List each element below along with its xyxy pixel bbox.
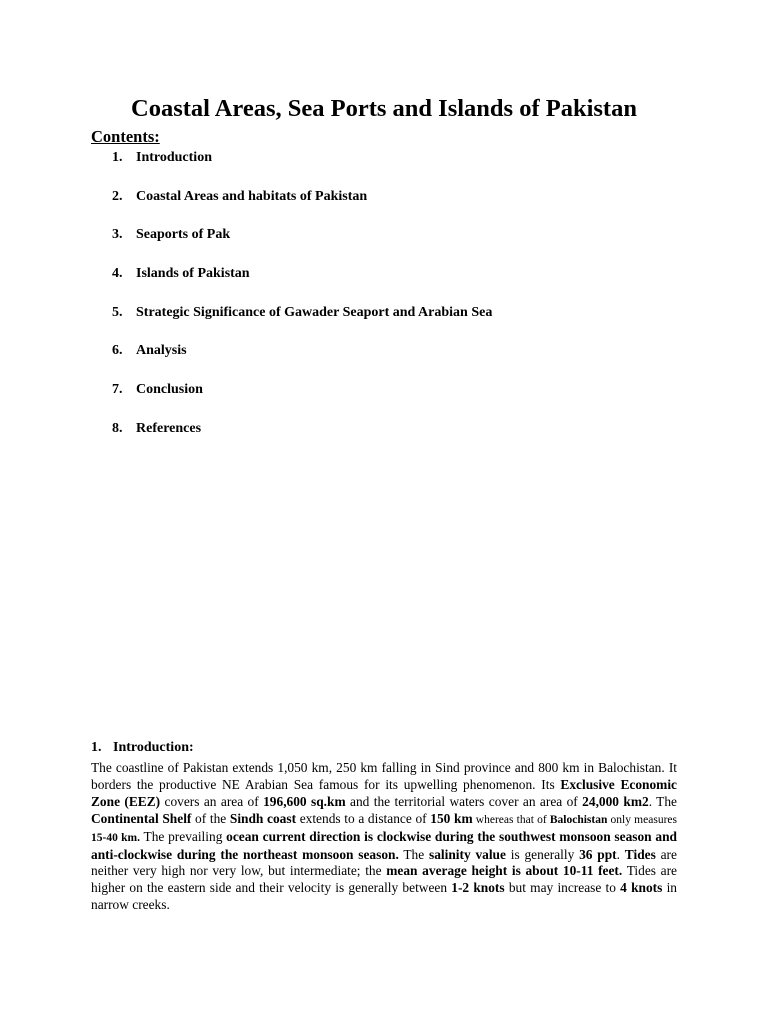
contents-item-label: Analysis [136,343,187,359]
contents-item-number: 7. [112,382,123,398]
contents-item-number: 6. [112,343,123,359]
contents-item-label: Introduction [136,150,212,165]
paragraph-text-segment: 4 knots [620,880,663,896]
contents-item [112,264,492,303]
introduction-paragraph [91,760,677,914]
paragraph-text-segment: . The [648,793,677,809]
contents-item-number: 5. [112,304,123,320]
paragraph-text-segment: 196,600 sq.km [263,793,346,809]
contents-item [112,148,492,187]
paragraph-text-segment: 24,000 km2 [582,793,649,809]
paragraph-text-segment: The prevailing [139,828,227,844]
contents-item-label: References [136,420,202,436]
contents-item [112,380,492,419]
paragraph-text-segment: 36 ppt [579,846,617,862]
paragraph-text-segment: Tides are higher on the eastern side and their velocity is generally between [91,863,677,896]
contents-item-label: Conclusion [136,382,203,398]
paragraph-text-segment: extends to a distance of [296,810,431,826]
contents-item-number: 8. [112,420,123,436]
paragraph-text-segment: ocean current direction is clockwise during the southwest monsoon season and anti-clockwise during the northeast monsoon season. [91,828,677,862]
paragraph-text-segment: Tides [624,846,656,862]
contents-item [112,187,492,226]
paragraph-text-segment: salinity value [428,846,506,862]
introduction-heading [91,738,194,758]
paragraph-text-segment: covers an area of [160,793,264,809]
paragraph-text-segment: mean average height is about 10-11 feet. [386,863,623,879]
paragraph-text-segment: are neither very high nor very low, but intermediate; the [91,846,677,879]
contents-item-label: Islands of Pakistan [136,266,250,282]
document-title: Coastal Areas, Sea Ports and Islands of Pakistan [131,95,637,122]
introduction-heading-text: Introduction: [113,740,194,755]
contents-heading: Contents: [91,127,160,146]
paragraph-text-segment: but may increase to [504,880,621,896]
paragraph-text-segment: is generally [505,846,580,862]
paragraph-text-segment: The coastline of Pakistan extends 1,050 km, 250 km falling in Sind province and 800 km in Balochistan. It borders the productive NE Arabian Sea famous for its upwelling phenomenon. Its [91,760,677,792]
paragraph-text-segment: whereas that of [472,813,550,826]
paragraph-text-segment: in narrow creeks. [91,880,677,913]
paragraph-text-segment: Exclusive Economic Zone (EEZ) [91,776,677,809]
paragraph-text-segment: 150 km [430,810,473,826]
contents-item-label: Coastal Areas and habitats of Pakistan [136,188,368,204]
contents-item-label: Strategic Significance of Gawader Seaport and Arabian Sea [136,304,493,320]
paragraph-text-segment: Sindh coast [229,810,297,826]
contents-item-number: 4. [112,266,123,282]
paragraph-text-segment: The [398,846,429,862]
paragraph-text-segment: Balochistan [549,813,608,826]
paragraph-text-segment: 1-2 knots [451,880,505,896]
contents-item-number: 2. [112,188,123,204]
contents-item-label: Seaports of Pak [136,227,231,243]
paragraph-text-segment: of the [191,810,230,826]
introduction-number: 1. [91,740,102,755]
contents-item [112,225,492,264]
paragraph-text-segment: only measures [607,813,677,826]
paragraph-text-segment: Continental Shelf [91,810,192,826]
contents-item [112,341,492,380]
paragraph-text-segment: and the territorial waters cover an area of [345,793,583,809]
paragraph-text-segment: . [616,846,625,862]
contents-item [112,419,492,458]
contents-item [112,303,492,342]
contents-item-number: 1. [112,150,123,165]
contents-item-number: 3. [112,227,123,243]
paragraph-text-segment: 15-40 km. [91,831,140,844]
table-of-contents [112,148,492,458]
